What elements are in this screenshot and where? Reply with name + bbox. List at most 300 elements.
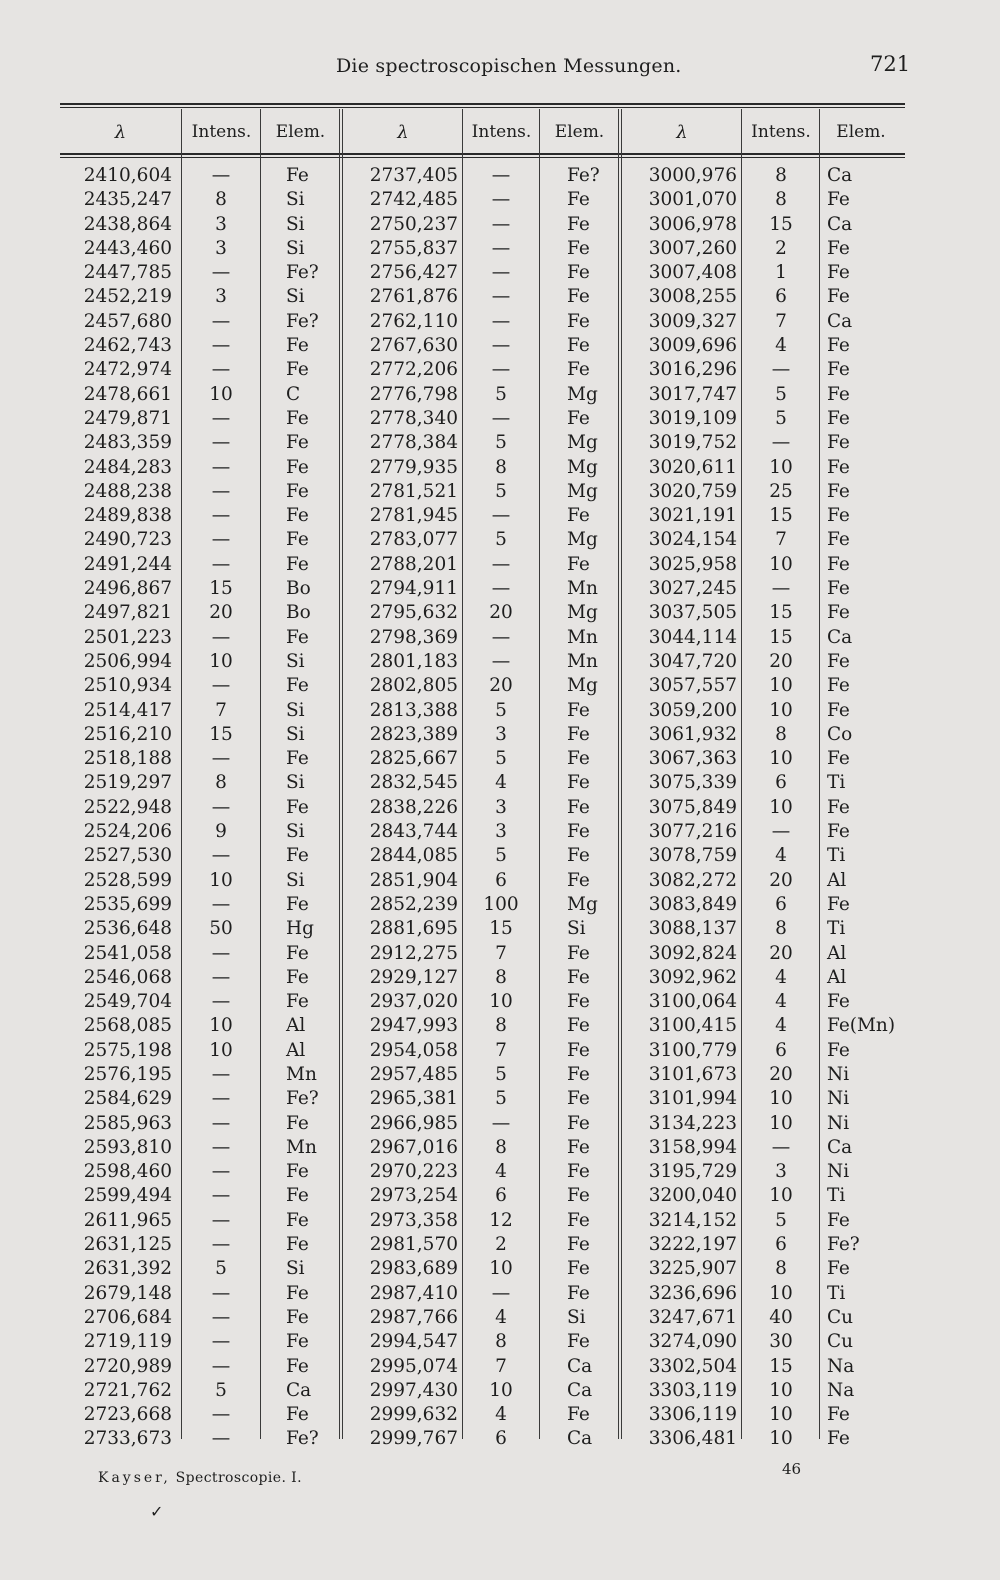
cell-intensity: 6 [775, 772, 787, 794]
cell-wavelength: 2443,460 [83, 237, 172, 259]
table-row [60, 237, 905, 261]
cell-intensity: — [491, 1282, 511, 1304]
table-row [60, 1427, 905, 1451]
cell-element: Cu [827, 1306, 854, 1328]
cell-intensity: 10 [489, 991, 513, 1013]
cell-intensity: 15 [209, 578, 233, 600]
cell-wavelength: 2524,206 [83, 821, 172, 843]
cell-element: Fe [286, 796, 309, 818]
cell-intensity: 20 [489, 602, 513, 624]
cell-intensity: — [211, 796, 231, 818]
table-row [60, 699, 905, 723]
signature-mark: 46 [782, 1460, 802, 1478]
cell-wavelength: 2772,206 [369, 359, 458, 381]
table-row [60, 1039, 905, 1063]
cell-intensity: 4 [775, 335, 787, 357]
cell-wavelength: 3057,557 [648, 675, 737, 697]
cell-wavelength: 2506,994 [83, 650, 172, 672]
header-wavelength: λ [397, 122, 409, 143]
cell-intensity: 4 [495, 772, 507, 794]
pencil-mark: ✓ [150, 1502, 164, 1521]
cell-element: Fe [286, 359, 309, 381]
cell-wavelength: 2719,119 [83, 1331, 172, 1353]
cell-wavelength: 2501,223 [83, 626, 172, 648]
cell-intensity: 7 [495, 1355, 507, 1377]
cell-intensity: 4 [495, 1161, 507, 1183]
cell-intensity: — [211, 1112, 231, 1134]
top-rule [60, 103, 905, 105]
cell-intensity: — [211, 1355, 231, 1377]
cell-element: Fe [827, 1039, 850, 1061]
cell-intensity: 10 [489, 1258, 513, 1280]
cell-wavelength: 2522,948 [83, 796, 172, 818]
cell-element: Fe [567, 748, 590, 770]
cell-element: Si [286, 286, 305, 308]
cell-intensity: 4 [495, 1306, 507, 1328]
cell-intensity: 20 [769, 1063, 793, 1085]
cell-element: Fe [827, 407, 850, 429]
cell-element: Fe [567, 505, 590, 527]
cell-wavelength: 2733,673 [83, 1428, 172, 1450]
cell-element: Fe [827, 1209, 850, 1231]
cell-intensity: 15 [769, 602, 793, 624]
cell-wavelength: 3100,064 [648, 991, 737, 1013]
cell-element: Fe [286, 1282, 309, 1304]
cell-intensity: 8 [775, 723, 787, 745]
cell-element: Mn [567, 578, 598, 600]
cell-intensity: 10 [769, 1428, 793, 1450]
cell-element: Fe [567, 772, 590, 794]
cell-wavelength: 2528,599 [83, 869, 172, 891]
cell-element: Mg [567, 893, 598, 915]
cell-intensity: — [211, 1161, 231, 1183]
cell-element: Fe [827, 991, 850, 1013]
running-head [0, 52, 1000, 82]
table-row [60, 1282, 905, 1306]
cell-intensity: 10 [769, 675, 793, 697]
cell-element: Fe [827, 359, 850, 381]
cell-intensity: 6 [495, 1185, 507, 1207]
cell-wavelength: 2497,821 [83, 602, 172, 624]
cell-element: Ca [827, 165, 853, 186]
cell-wavelength: 2472,974 [83, 359, 172, 381]
table-row [60, 334, 905, 358]
table-row [60, 456, 905, 480]
cell-wavelength: 3214,152 [648, 1209, 737, 1231]
cell-element: Fe [827, 1258, 850, 1280]
table-row [60, 674, 905, 698]
cell-intensity: — [211, 748, 231, 770]
cell-intensity: — [491, 335, 511, 357]
cell-element: Fe [567, 723, 590, 745]
cell-intensity: 8 [215, 772, 227, 794]
cell-intensity: 15 [209, 723, 233, 745]
footer-author: Kayser, [98, 1470, 171, 1486]
cell-intensity: 40 [769, 1306, 793, 1328]
header-element: Elem. [554, 122, 605, 142]
cell-element: Fe [286, 480, 309, 502]
cell-wavelength: 3247,671 [648, 1306, 737, 1328]
table-header [60, 114, 905, 148]
cell-intensity: 15 [489, 918, 513, 940]
cell-element: Fe [567, 1234, 590, 1256]
cell-wavelength: 2575,198 [83, 1039, 172, 1061]
cell-wavelength: 2479,871 [83, 407, 172, 429]
cell-wavelength: 2762,110 [369, 310, 458, 332]
cell-intensity: 8 [495, 1015, 507, 1037]
cell-element: Si [286, 869, 305, 891]
cell-intensity: — [211, 991, 231, 1013]
cell-element: Si [286, 699, 305, 721]
cell-element: Fe? [567, 165, 600, 186]
cell-intensity: 8 [775, 165, 787, 186]
cell-intensity: 7 [775, 529, 787, 551]
table-row [60, 796, 905, 820]
cell-intensity: 6 [775, 893, 787, 915]
cell-element: Si [567, 1306, 586, 1328]
cell-wavelength: 3020,759 [648, 480, 737, 502]
cell-wavelength: 2801,183 [369, 650, 458, 672]
cell-wavelength: 3083,849 [648, 893, 737, 915]
cell-wavelength: 2535,699 [83, 893, 172, 915]
cell-wavelength: 2937,020 [369, 991, 458, 1013]
cell-intensity: — [211, 1306, 231, 1328]
cell-intensity: — [491, 165, 511, 186]
cell-intensity: — [211, 529, 231, 551]
cell-element: Fe [827, 262, 850, 284]
cell-element: Ti [827, 1282, 846, 1304]
table-row [60, 844, 905, 868]
table-row [60, 431, 905, 455]
cell-element: Fe [567, 310, 590, 332]
cell-element: Fe [827, 456, 850, 478]
cell-wavelength: 2776,798 [369, 383, 458, 405]
cell-wavelength: 2611,965 [83, 1209, 172, 1231]
table-row [60, 917, 905, 941]
cell-wavelength: 2881,695 [369, 918, 458, 940]
cell-intensity: 10 [769, 553, 793, 575]
cell-wavelength: 2983,689 [369, 1258, 458, 1280]
cell-element: Fe [567, 821, 590, 843]
cell-intensity: — [211, 1234, 231, 1256]
cell-element: Fe [567, 1136, 590, 1158]
cell-intensity: — [491, 262, 511, 284]
cell-element: Fe [827, 286, 850, 308]
cell-element: Ca [567, 1379, 593, 1401]
table-row [60, 723, 905, 747]
cell-wavelength: 2527,530 [83, 845, 172, 867]
cell-wavelength: 2794,911 [369, 578, 458, 600]
cell-element: Ca [827, 626, 853, 648]
cell-wavelength: 2966,985 [369, 1112, 458, 1134]
cell-wavelength: 2750,237 [369, 213, 458, 235]
table-row [60, 1257, 905, 1281]
table-row [60, 1014, 905, 1038]
cell-element: Fe [827, 893, 850, 915]
cell-element: Ca [286, 1379, 312, 1401]
cell-intensity: 8 [495, 1136, 507, 1158]
cell-intensity: — [491, 213, 511, 235]
cell-wavelength: 2999,632 [369, 1404, 458, 1426]
cell-wavelength: 3078,759 [648, 845, 737, 867]
cell-element: Si [286, 772, 305, 794]
cell-element: Mg [567, 432, 598, 454]
cell-element: Ti [827, 772, 846, 794]
cell-element: Fe [567, 407, 590, 429]
cell-element: Fe? [286, 310, 319, 332]
cell-wavelength: 2599,494 [83, 1185, 172, 1207]
cell-intensity: 10 [209, 383, 233, 405]
cell-wavelength: 3067,363 [648, 748, 737, 770]
cell-element: Mg [567, 529, 598, 551]
cell-intensity: — [491, 359, 511, 381]
cell-intensity: — [211, 456, 231, 478]
cell-wavelength: 2598,460 [83, 1161, 172, 1183]
cell-intensity: 3 [775, 1161, 787, 1183]
cell-element: Ni [827, 1112, 850, 1134]
cell-intensity: 20 [769, 650, 793, 672]
cell-intensity: — [211, 407, 231, 429]
cell-intensity: 15 [769, 505, 793, 527]
page-number: 721 [870, 52, 911, 76]
cell-intensity: 3 [495, 723, 507, 745]
cell-wavelength: 2438,864 [83, 213, 172, 235]
cell-wavelength: 2912,275 [369, 942, 458, 964]
cell-element: Fe [567, 1088, 590, 1110]
cell-element: Fe [567, 869, 590, 891]
table-row [60, 1379, 905, 1403]
cell-element: Fe [827, 553, 850, 575]
cell-element: Fe(Mn) [827, 1015, 896, 1037]
cell-wavelength: 2490,723 [83, 529, 172, 551]
cell-wavelength: 3082,272 [648, 869, 737, 891]
cell-wavelength: 3000,976 [648, 165, 737, 186]
cell-wavelength: 3024,154 [648, 529, 737, 551]
cell-element: Fe [567, 189, 590, 211]
cell-intensity: 10 [769, 748, 793, 770]
cell-wavelength: 2981,570 [369, 1234, 458, 1256]
cell-element: Fe [286, 1404, 309, 1426]
cell-element: Fe [286, 529, 309, 551]
cell-intensity: — [211, 675, 231, 697]
cell-element: Cu [827, 1331, 854, 1353]
cell-intensity: — [211, 553, 231, 575]
cell-wavelength: 2970,223 [369, 1161, 458, 1183]
cell-intensity: 4 [775, 991, 787, 1013]
cell-element: Fe [286, 456, 309, 478]
cell-wavelength: 3088,137 [648, 918, 737, 940]
cell-intensity: 5 [215, 1258, 227, 1280]
table-row [60, 893, 905, 917]
cell-wavelength: 3008,255 [648, 286, 737, 308]
cell-intensity: 10 [769, 1112, 793, 1134]
cell-element: Fe [567, 1209, 590, 1231]
cell-element: Fe [567, 237, 590, 259]
table-row [60, 528, 905, 552]
cell-intensity: 10 [209, 650, 233, 672]
cell-intensity: — [211, 165, 231, 186]
cell-wavelength: 3044,114 [648, 626, 737, 648]
table-row [60, 1306, 905, 1330]
cell-element: Fe [827, 699, 850, 721]
table-row [60, 164, 905, 188]
cell-element: Si [286, 650, 305, 672]
cell-intensity: 3 [215, 286, 227, 308]
cell-wavelength: 2832,545 [369, 772, 458, 794]
cell-element: Mg [567, 456, 598, 478]
cell-wavelength: 3100,415 [648, 1015, 737, 1037]
cell-wavelength: 3047,720 [648, 650, 737, 672]
cell-wavelength: 2852,239 [369, 893, 458, 915]
cell-intensity: 6 [495, 869, 507, 891]
footer [98, 1470, 302, 1486]
cell-wavelength: 3021,191 [648, 505, 737, 527]
cell-wavelength: 2514,417 [83, 699, 172, 721]
table-row [60, 1136, 905, 1160]
cell-element: Fe [286, 432, 309, 454]
cell-element: Bo [286, 602, 311, 624]
cell-wavelength: 2947,993 [369, 1015, 458, 1037]
cell-element: Mn [286, 1136, 317, 1158]
cell-intensity: 7 [495, 1039, 507, 1061]
cell-intensity: 20 [769, 869, 793, 891]
cell-intensity: 15 [769, 626, 793, 648]
cell-wavelength: 2484,283 [83, 456, 172, 478]
cell-element: Fe [827, 529, 850, 551]
cell-wavelength: 2767,630 [369, 335, 458, 357]
cell-intensity: — [211, 966, 231, 988]
cell-intensity: — [491, 1112, 511, 1134]
cell-element: Fe [286, 675, 309, 697]
cell-wavelength: 2954,058 [369, 1039, 458, 1061]
cell-element: Fe [286, 553, 309, 575]
cell-wavelength: 2761,876 [369, 286, 458, 308]
cell-wavelength: 2965,381 [369, 1088, 458, 1110]
cell-wavelength: 2756,427 [369, 262, 458, 284]
cell-wavelength: 3007,408 [648, 262, 737, 284]
cell-element: Fe [567, 1161, 590, 1183]
cell-element: Fe? [827, 1234, 860, 1256]
cell-intensity: 4 [775, 845, 787, 867]
table-row [60, 383, 905, 407]
cell-wavelength: 2929,127 [369, 966, 458, 988]
cell-intensity: 8 [495, 1331, 507, 1353]
cell-wavelength: 3302,504 [648, 1355, 737, 1377]
cell-intensity: 5 [775, 1209, 787, 1231]
cell-element: Fe [286, 1209, 309, 1231]
header-intensity: Intens. [191, 122, 252, 142]
cell-intensity: 5 [495, 529, 507, 551]
cell-wavelength: 2489,838 [83, 505, 172, 527]
table-row [60, 504, 905, 528]
cell-wavelength: 2536,648 [83, 918, 172, 940]
cell-intensity: 7 [215, 699, 227, 721]
cell-wavelength: 3059,200 [648, 699, 737, 721]
cell-intensity: 8 [775, 918, 787, 940]
cell-wavelength: 2631,392 [83, 1258, 172, 1280]
cell-wavelength: 3001,070 [648, 189, 737, 211]
cell-element: Fe [567, 1185, 590, 1207]
cell-wavelength: 2491,244 [83, 553, 172, 575]
cell-intensity: — [491, 310, 511, 332]
cell-wavelength: 3019,752 [648, 432, 737, 454]
cell-element: Si [286, 213, 305, 235]
cell-intensity: 5 [215, 1379, 227, 1401]
cell-wavelength: 3037,505 [648, 602, 737, 624]
cell-intensity: — [211, 335, 231, 357]
header-wavelength: λ [114, 122, 127, 143]
table-row [60, 966, 905, 990]
cell-element: Si [286, 189, 305, 211]
cell-intensity: — [491, 237, 511, 259]
cell-element: Ca [827, 310, 853, 332]
cell-element: Mn [567, 650, 598, 672]
cell-element: Fe [286, 1355, 309, 1377]
cell-wavelength: 3200,040 [648, 1185, 737, 1207]
cell-element: Fe? [286, 1088, 319, 1110]
cell-element: Fe [286, 1161, 309, 1183]
cell-element: Hg [286, 918, 314, 940]
cell-intensity: 10 [769, 1404, 793, 1426]
cell-intensity: — [211, 432, 231, 454]
table-row [60, 601, 905, 625]
cell-element: Fe [286, 165, 309, 186]
cell-element: Fe [567, 796, 590, 818]
cell-wavelength: 2823,389 [369, 723, 458, 745]
table-row [60, 771, 905, 795]
cell-element: C [286, 383, 301, 405]
cell-element: Fe [827, 748, 850, 770]
cell-intensity: — [211, 1404, 231, 1426]
cell-element: Mg [567, 602, 598, 624]
cell-wavelength: 3061,932 [648, 723, 737, 745]
cell-wavelength: 3075,339 [648, 772, 737, 794]
cell-intensity: 10 [769, 796, 793, 818]
table-row [60, 1209, 905, 1233]
cell-wavelength: 2462,743 [83, 335, 172, 357]
cell-wavelength: 2973,254 [369, 1185, 458, 1207]
cell-intensity: 20 [209, 602, 233, 624]
cell-element: Fe [567, 1063, 590, 1085]
cell-wavelength: 2576,195 [83, 1063, 172, 1085]
cell-element: Fe [286, 942, 309, 964]
cell-intensity: — [211, 1331, 231, 1353]
table-row [60, 480, 905, 504]
cell-wavelength: 2999,767 [369, 1428, 458, 1450]
cell-element: Fe [567, 699, 590, 721]
cell-intensity: — [211, 310, 231, 332]
cell-intensity: — [491, 578, 511, 600]
cell-wavelength: 2447,785 [83, 262, 172, 284]
cell-intensity: — [491, 505, 511, 527]
cell-intensity: 5 [495, 480, 507, 502]
cell-intensity: 2 [495, 1234, 507, 1256]
table-row [60, 990, 905, 1014]
cell-intensity: — [211, 480, 231, 502]
cell-element: Ni [827, 1063, 850, 1085]
table-row [60, 553, 905, 577]
cell-element: Si [286, 237, 305, 259]
table-body [60, 164, 905, 1452]
cell-wavelength: 2720,989 [83, 1355, 172, 1377]
header-intensity: Intens. [751, 122, 811, 142]
cell-wavelength: 2516,210 [83, 723, 172, 745]
cell-intensity: 4 [775, 966, 787, 988]
cell-intensity: 5 [495, 699, 507, 721]
cell-intensity: 5 [495, 1088, 507, 1110]
cell-wavelength: 3027,245 [648, 578, 737, 600]
cell-element: Fe [567, 966, 590, 988]
